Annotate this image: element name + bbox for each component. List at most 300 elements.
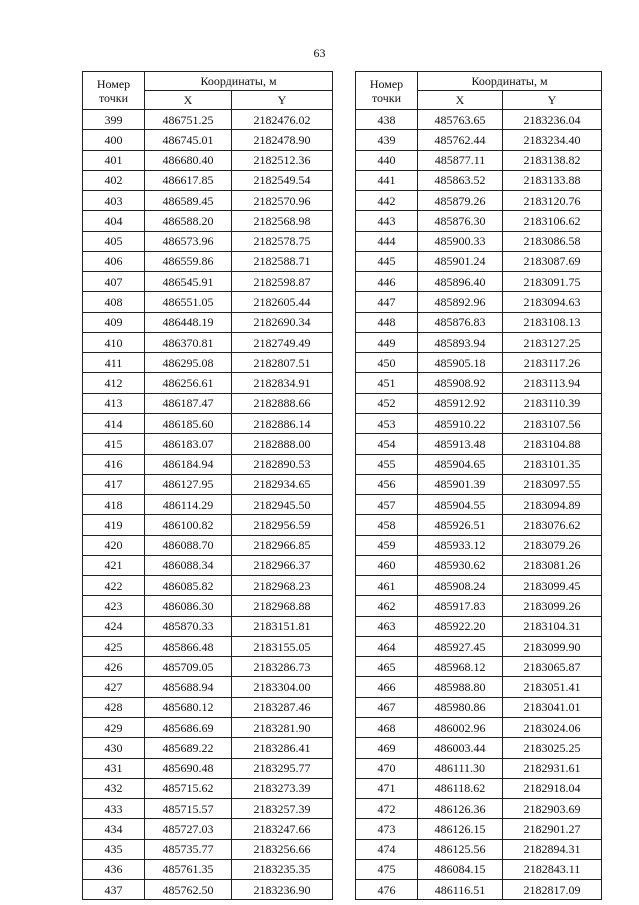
table-row: [356, 799, 602, 819]
x-coordinate-cell: 486118.62: [418, 778, 503, 798]
y-coordinate-cell: 2182968.23: [232, 576, 333, 596]
x-coordinate-cell: 485905.18: [418, 353, 503, 373]
x-coordinate-cell: 485863.52: [418, 170, 503, 190]
x-coordinate-cell: 486126.15: [418, 819, 503, 839]
point-number-cell: 433: [83, 799, 145, 819]
table-body: [356, 110, 602, 900]
x-coordinate-cell: 486088.70: [145, 535, 232, 555]
table-row: [356, 292, 602, 312]
y-coordinate-cell: 2182568.98: [232, 211, 333, 231]
x-coordinate-cell: 485908.24: [418, 576, 503, 596]
y-coordinate-cell: 2183287.46: [232, 697, 333, 717]
point-number-cell: 475: [356, 859, 418, 879]
point-number-cell: 435: [83, 839, 145, 859]
point-number-cell: 455: [356, 454, 418, 474]
point-number-cell: 403: [83, 191, 145, 211]
point-number-cell: 399: [83, 110, 145, 130]
x-coordinate-cell: 485680.12: [145, 697, 232, 717]
x-coordinate-cell: 485688.94: [145, 677, 232, 697]
y-coordinate-cell: 2182476.02: [232, 110, 333, 130]
point-number-cell: 445: [356, 251, 418, 271]
y-coordinate-cell: 2182894.31: [503, 839, 602, 859]
x-coordinate-cell: 485879.26: [418, 191, 503, 211]
point-number-cell: 414: [83, 413, 145, 433]
y-coordinate-cell: 2182886.14: [232, 413, 333, 433]
table-row: [356, 272, 602, 292]
point-number-cell: 426: [83, 657, 145, 677]
point-number-cell: 420: [83, 535, 145, 555]
x-coordinate-cell: 485892.96: [418, 292, 503, 312]
x-coordinate-cell: 485901.24: [418, 251, 503, 271]
y-coordinate-cell: 2182931.61: [503, 758, 602, 778]
y-coordinate-cell: 2183110.39: [503, 393, 602, 413]
table-row: [356, 251, 602, 271]
x-coordinate-cell: 485866.48: [145, 636, 232, 656]
point-number-cell: 408: [83, 292, 145, 312]
point-number-header: Номер точки: [83, 72, 145, 110]
y-coordinate-cell: 2183236.04: [503, 110, 602, 130]
x-coordinate-cell: 485876.30: [418, 211, 503, 231]
table-row: [83, 474, 333, 494]
table-row: [83, 515, 333, 535]
y-coordinate-cell: 2183097.55: [503, 474, 602, 494]
point-number-cell: 428: [83, 697, 145, 717]
table-body: [83, 110, 333, 900]
point-number-cell: 466: [356, 677, 418, 697]
point-number-cell: 444: [356, 231, 418, 251]
x-coordinate-cell: 486448.19: [145, 312, 232, 332]
x-coordinate-cell: 485910.22: [418, 413, 503, 433]
table-row: [83, 839, 333, 859]
y-coordinate-cell: 2182888.00: [232, 434, 333, 454]
table-row: [356, 191, 602, 211]
x-coordinate-cell: 485901.39: [418, 474, 503, 494]
point-number-cell: 459: [356, 535, 418, 555]
point-number-cell: 410: [83, 332, 145, 352]
point-number-cell: 423: [83, 596, 145, 616]
point-number-cell: 437: [83, 880, 145, 900]
x-coordinate-cell: 485930.62: [418, 555, 503, 575]
table-row: [83, 758, 333, 778]
x-coordinate-cell: 485689.22: [145, 738, 232, 758]
table-row: [356, 454, 602, 474]
point-number-cell: 443: [356, 211, 418, 231]
table-row: [356, 231, 602, 251]
table-row: [356, 393, 602, 413]
x-coordinate-cell: 485686.69: [145, 717, 232, 737]
y-coordinate-cell: 2182578.75: [232, 231, 333, 251]
x-coordinate-cell: 486559.86: [145, 251, 232, 271]
table-row: [83, 555, 333, 575]
table-row: [83, 576, 333, 596]
point-number-cell: 472: [356, 799, 418, 819]
y-coordinate-cell: 2183099.90: [503, 636, 602, 656]
x-coordinate-cell: 486256.61: [145, 373, 232, 393]
point-number-cell: 471: [356, 778, 418, 798]
table-row: [356, 778, 602, 798]
y-coordinate-cell: 2183081.26: [503, 555, 602, 575]
x-coordinate-cell: 486295.08: [145, 353, 232, 373]
coordinates-header: Координаты, м: [418, 72, 602, 91]
y-coordinate-cell: 2182807.51: [232, 353, 333, 373]
x-coordinate-cell: 485904.55: [418, 495, 503, 515]
x-header: X: [418, 91, 503, 110]
table-row: [356, 738, 602, 758]
point-number-cell: 425: [83, 636, 145, 656]
y-coordinate-cell: 2182605.44: [232, 292, 333, 312]
point-number-cell: 453: [356, 413, 418, 433]
x-coordinate-cell: 485900.33: [418, 231, 503, 251]
table-row: [356, 353, 602, 373]
table-row: [83, 454, 333, 474]
point-number-cell: 417: [83, 474, 145, 494]
y-coordinate-cell: 2182966.85: [232, 535, 333, 555]
x-coordinate-cell: 485762.44: [418, 130, 503, 150]
point-number-cell: 442: [356, 191, 418, 211]
y-coordinate-cell: 2183257.39: [232, 799, 333, 819]
table-row: [356, 636, 602, 656]
y-coordinate-cell: 2183091.75: [503, 272, 602, 292]
table-row: [356, 616, 602, 636]
coordinates-header: Координаты, м: [145, 72, 333, 91]
x-coordinate-cell: 485727.03: [145, 819, 232, 839]
point-number-header: Номер точки: [356, 72, 418, 110]
y-coordinate-cell: 2183094.89: [503, 495, 602, 515]
table-row: [356, 434, 602, 454]
table-row: [83, 150, 333, 170]
point-number-cell: 461: [356, 576, 418, 596]
x-coordinate-cell: 485926.51: [418, 515, 503, 535]
point-number-cell: 401: [83, 150, 145, 170]
table-row: [356, 515, 602, 535]
table-row: [83, 312, 333, 332]
y-coordinate-cell: 2183025.25: [503, 738, 602, 758]
x-coordinate-cell: 485912.92: [418, 393, 503, 413]
x-coordinate-cell: 486003.44: [418, 738, 503, 758]
y-coordinate-cell: 2183120.76: [503, 191, 602, 211]
y-coordinate-cell: 2183024.06: [503, 717, 602, 737]
point-number-cell: 400: [83, 130, 145, 150]
point-number-cell: 418: [83, 495, 145, 515]
table-row: [83, 332, 333, 352]
point-number-cell: 407: [83, 272, 145, 292]
x-coordinate-cell: 485917.83: [418, 596, 503, 616]
table-row: [83, 211, 333, 231]
x-coordinate-cell: 486126.36: [418, 799, 503, 819]
y-coordinate-cell: 2183041.01: [503, 697, 602, 717]
point-number-cell: 431: [83, 758, 145, 778]
table-row: [356, 130, 602, 150]
x-coordinate-cell: 486751.25: [145, 110, 232, 130]
x-coordinate-cell: 486551.05: [145, 292, 232, 312]
y-coordinate-cell: 2183295.77: [232, 758, 333, 778]
point-number-cell: 470: [356, 758, 418, 778]
point-number-cell: 429: [83, 717, 145, 737]
point-number-cell: 412: [83, 373, 145, 393]
x-coordinate-cell: 485709.05: [145, 657, 232, 677]
table-row: [356, 717, 602, 737]
table-row: [356, 555, 602, 575]
y-coordinate-cell: 2182549.54: [232, 170, 333, 190]
table-row: [83, 697, 333, 717]
point-number-cell: 422: [83, 576, 145, 596]
table-row: [83, 373, 333, 393]
point-number-cell: 416: [83, 454, 145, 474]
point-number-cell: 430: [83, 738, 145, 758]
table-row: [356, 211, 602, 231]
x-coordinate-cell: 485933.12: [418, 535, 503, 555]
y-coordinate-cell: 2183256.66: [232, 839, 333, 859]
y-coordinate-cell: 2183235.35: [232, 859, 333, 879]
x-coordinate-cell: 486100.82: [145, 515, 232, 535]
x-coordinate-cell: 486111.30: [418, 758, 503, 778]
point-number-cell: 405: [83, 231, 145, 251]
point-number-cell: 434: [83, 819, 145, 839]
y-coordinate-cell: 2182512.36: [232, 150, 333, 170]
x-coordinate-cell: 485735.77: [145, 839, 232, 859]
table-row: [83, 657, 333, 677]
y-coordinate-cell: 2183087.69: [503, 251, 602, 271]
y-coordinate-cell: 2183138.82: [503, 150, 602, 170]
table-row: [356, 474, 602, 494]
table-row: [356, 596, 602, 616]
table-row: [356, 170, 602, 190]
y-coordinate-cell: 2183304.00: [232, 677, 333, 697]
y-coordinate-cell: 2182966.37: [232, 555, 333, 575]
point-number-cell: 447: [356, 292, 418, 312]
table-row: [83, 819, 333, 839]
table-row: [356, 150, 602, 170]
y-coordinate-cell: 2182956.59: [232, 515, 333, 535]
y-coordinate-cell: 2183273.39: [232, 778, 333, 798]
y-coordinate-cell: 2182478.90: [232, 130, 333, 150]
x-coordinate-cell: 485893.94: [418, 332, 503, 352]
y-coordinate-cell: 2183155.05: [232, 636, 333, 656]
table-row: [83, 717, 333, 737]
coordinates-table-left: [82, 71, 333, 900]
point-number-cell: 406: [83, 251, 145, 271]
point-number-cell: 419: [83, 515, 145, 535]
point-number-cell: 454: [356, 434, 418, 454]
table-row: [356, 758, 602, 778]
y-coordinate-cell: 2183113.94: [503, 373, 602, 393]
table-row: [83, 393, 333, 413]
table-row: [356, 859, 602, 879]
table-row: [83, 130, 333, 150]
point-number-cell: 451: [356, 373, 418, 393]
y-coordinate-cell: 2183127.25: [503, 332, 602, 352]
x-coordinate-cell: 486183.07: [145, 434, 232, 454]
y-coordinate-cell: 2182749.49: [232, 332, 333, 352]
table-row: [356, 839, 602, 859]
y-coordinate-cell: 2183151.81: [232, 616, 333, 636]
table-row: [83, 535, 333, 555]
x-coordinate-cell: 486185.60: [145, 413, 232, 433]
y-coordinate-cell: 2183106.62: [503, 211, 602, 231]
y-coordinate-cell: 2183065.87: [503, 657, 602, 677]
point-number-cell: 413: [83, 393, 145, 413]
y-coordinate-cell: 2182598.87: [232, 272, 333, 292]
point-number-cell: 464: [356, 636, 418, 656]
table-row: [83, 859, 333, 879]
table-row: [83, 110, 333, 130]
table-row: [356, 677, 602, 697]
point-number-cell: 441: [356, 170, 418, 190]
x-coordinate-cell: 486617.85: [145, 170, 232, 190]
point-number-cell: 424: [83, 616, 145, 636]
x-coordinate-cell: 485877.11: [418, 150, 503, 170]
y-coordinate-cell: 2183051.41: [503, 677, 602, 697]
x-coordinate-cell: 485763.65: [418, 110, 503, 130]
y-coordinate-cell: 2183099.26: [503, 596, 602, 616]
x-coordinate-cell: 486370.81: [145, 332, 232, 352]
x-coordinate-cell: 486545.91: [145, 272, 232, 292]
point-number-cell: 439: [356, 130, 418, 150]
table-row: [356, 312, 602, 332]
point-number-cell: 411: [83, 353, 145, 373]
table-row: [83, 880, 333, 900]
y-header: Y: [503, 91, 602, 110]
table-row: [356, 535, 602, 555]
table-row: [356, 576, 602, 596]
point-number-cell: 460: [356, 555, 418, 575]
table-row: [356, 819, 602, 839]
point-number-cell: 404: [83, 211, 145, 231]
y-coordinate-cell: 2182588.71: [232, 251, 333, 271]
y-coordinate-cell: 2182903.69: [503, 799, 602, 819]
point-number-cell: 446: [356, 272, 418, 292]
x-coordinate-cell: 486680.40: [145, 150, 232, 170]
table-row: [83, 413, 333, 433]
x-coordinate-cell: 485927.45: [418, 636, 503, 656]
point-number-cell: 440: [356, 150, 418, 170]
x-coordinate-cell: 486187.47: [145, 393, 232, 413]
y-coordinate-cell: 2183104.31: [503, 616, 602, 636]
x-coordinate-cell: 485913.48: [418, 434, 503, 454]
y-coordinate-cell: 2183286.41: [232, 738, 333, 758]
y-coordinate-cell: 2183117.26: [503, 353, 602, 373]
table-row: [83, 495, 333, 515]
table-row: [83, 677, 333, 697]
y-coordinate-cell: 2183101.35: [503, 454, 602, 474]
point-number-cell: 474: [356, 839, 418, 859]
point-number-cell: 448: [356, 312, 418, 332]
y-coordinate-cell: 2182834.91: [232, 373, 333, 393]
table-row: [356, 110, 602, 130]
point-number-cell: 452: [356, 393, 418, 413]
point-number-cell: 469: [356, 738, 418, 758]
table-row: [83, 191, 333, 211]
y-coordinate-cell: 2183086.58: [503, 231, 602, 251]
x-coordinate-cell: 485762.50: [145, 880, 232, 900]
x-coordinate-cell: 485876.83: [418, 312, 503, 332]
y-coordinate-cell: 2183107.56: [503, 413, 602, 433]
point-number-cell: 438: [356, 110, 418, 130]
y-coordinate-cell: 2182843.11: [503, 859, 602, 879]
table-row: [356, 413, 602, 433]
x-coordinate-cell: 486184.94: [145, 454, 232, 474]
x-coordinate-cell: 486125.56: [418, 839, 503, 859]
table-row: [83, 799, 333, 819]
x-coordinate-cell: 485922.20: [418, 616, 503, 636]
x-coordinate-cell: 485690.48: [145, 758, 232, 778]
x-coordinate-cell: 485968.12: [418, 657, 503, 677]
x-coordinate-cell: 486086.30: [145, 596, 232, 616]
x-coordinate-cell: 485896.40: [418, 272, 503, 292]
x-coordinate-cell: 486114.29: [145, 495, 232, 515]
point-number-cell: 432: [83, 778, 145, 798]
point-number-cell: 467: [356, 697, 418, 717]
x-coordinate-cell: 486588.20: [145, 211, 232, 231]
table-row: [83, 251, 333, 271]
y-coordinate-cell: 2182690.34: [232, 312, 333, 332]
coordinates-table-right: [355, 71, 602, 900]
y-coordinate-cell: 2182570.96: [232, 191, 333, 211]
y-coordinate-cell: 2182934.65: [232, 474, 333, 494]
y-coordinate-cell: 2183281.90: [232, 717, 333, 737]
y-coordinate-cell: 2183234.40: [503, 130, 602, 150]
x-coordinate-cell: 486573.96: [145, 231, 232, 251]
x-coordinate-cell: 485715.62: [145, 778, 232, 798]
point-number-cell: 402: [83, 170, 145, 190]
point-number-cell: 436: [83, 859, 145, 879]
y-coordinate-cell: 2182888.66: [232, 393, 333, 413]
table-row: [356, 373, 602, 393]
point-number-cell: 463: [356, 616, 418, 636]
y-coordinate-cell: 2183104.88: [503, 434, 602, 454]
y-coordinate-cell: 2182968.88: [232, 596, 333, 616]
x-coordinate-cell: 485908.92: [418, 373, 503, 393]
point-number-cell: 415: [83, 434, 145, 454]
table-row: [83, 636, 333, 656]
y-coordinate-cell: 2183247.66: [232, 819, 333, 839]
point-number-cell: 456: [356, 474, 418, 494]
table-row: [83, 434, 333, 454]
y-coordinate-cell: 2183099.45: [503, 576, 602, 596]
x-header: X: [145, 91, 232, 110]
table-row: [83, 353, 333, 373]
table-row: [356, 697, 602, 717]
table-row: [356, 495, 602, 515]
point-number-cell: 450: [356, 353, 418, 373]
y-coordinate-cell: 2183079.26: [503, 535, 602, 555]
y-coordinate-cell: 2183076.62: [503, 515, 602, 535]
point-number-cell: 458: [356, 515, 418, 535]
point-number-cell: 462: [356, 596, 418, 616]
table-row: [83, 231, 333, 251]
point-number-cell: 457: [356, 495, 418, 515]
table-row: [83, 778, 333, 798]
y-coordinate-cell: 2183108.13: [503, 312, 602, 332]
x-coordinate-cell: 486589.45: [145, 191, 232, 211]
point-number-cell: 476: [356, 880, 418, 900]
point-number-cell: 427: [83, 677, 145, 697]
point-number-cell: 409: [83, 312, 145, 332]
x-coordinate-cell: 485761.35: [145, 859, 232, 879]
x-coordinate-cell: 486084.15: [418, 859, 503, 879]
x-coordinate-cell: 486116.51: [418, 880, 503, 900]
point-number-cell: 473: [356, 819, 418, 839]
x-coordinate-cell: 485715.57: [145, 799, 232, 819]
y-coordinate-cell: 2182901.27: [503, 819, 602, 839]
y-coordinate-cell: 2183094.63: [503, 292, 602, 312]
y-coordinate-cell: 2183133.88: [503, 170, 602, 190]
x-coordinate-cell: 486088.34: [145, 555, 232, 575]
x-coordinate-cell: 485988.80: [418, 677, 503, 697]
table-row: [356, 657, 602, 677]
table-row: [83, 292, 333, 312]
x-coordinate-cell: 485870.33: [145, 616, 232, 636]
